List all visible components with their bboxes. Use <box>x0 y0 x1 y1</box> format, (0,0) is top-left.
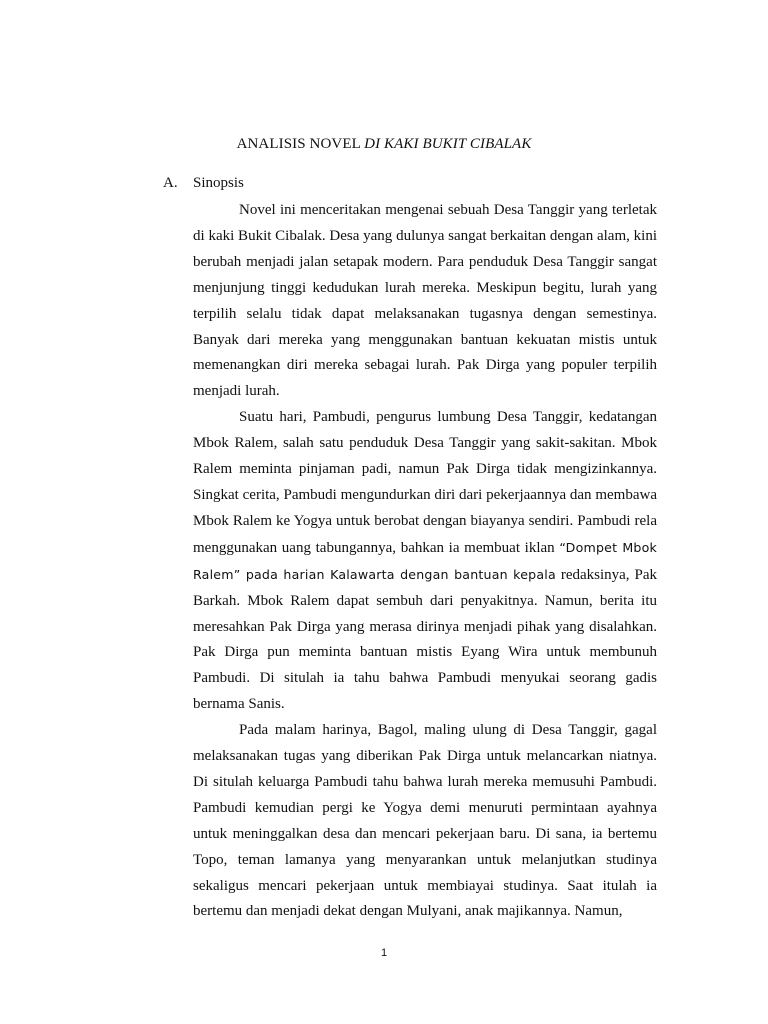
section-title: Sinopsis <box>193 175 244 191</box>
paragraph-2-text-end: redaksinya, Pak Barkah. Mbok Ralem dapat sembuh dari penyakitnya. Namun, berita itu meresahkan Pak Dirga yang merasa dirinya menjadi pihak yang disalahkan. Pak Dirga pun meminta bantuan mistis Eyang Wira untuk membunuh Pambudi. Di situlah ia tahu bahwa Pambudi menyukai seorang gadis bernama Sanis. <box>193 566 657 713</box>
page-number: 1 <box>380 947 388 959</box>
section-letter: A. <box>163 175 178 191</box>
title-prefix: ANALISIS NOVEL <box>236 136 365 152</box>
body-text <box>193 198 657 925</box>
section-heading <box>163 175 244 192</box>
paragraph-2-text-start: Suatu hari, Pambudi, pengurus lumbung Desa Tanggir, kedatangan Mbok Ralem, salah satu penduduk Desa Tanggir yang sakit-sakitan. Mbok Ralem meminta pinjaman padi, namun Pak Dirga tidak mengizinkannya. Singkat cerita, Pambudi mengundurkan diri dari pekerjaannya dan membawa Mbok Ralem ke Yogya untuk berobat dengan biayanya sendiri. Pambudi rela menggunakan uang tabungannya, bahkan ia membuat iklan <box>193 409 657 556</box>
paragraph-3: Pada malam harinya, Bagol, maling ulung di Desa Tanggir, gagal melaksanakan tugas yang diberikan Pak Dirga untuk melancarkan niatnya. Di situlah keluarga Pambudi tahu bahwa lurah mereka memusuhi Pambudi. Pambudi kemudian pergi ke Yogya demi menuruti permintaan ayahnya untuk meninggalkan desa dan mencari pekerjaan baru. Di sana, ia bertemu Topo, teman lamanya yang menyarankan untuk melanjutkan studinya sekaligus mencari pekerjaan untuk membiayai studinya. Saat itulah ia bertemu dan menjadi dekat dengan Mulyani, anak majikannya. Namun, <box>193 722 657 920</box>
paragraph-1: Novel ini menceritakan mengenai sebuah Desa Tanggir yang terletak di kaki Bukit Cibalak. Desa yang dulunya sangat berkaitan dengan alam, kini berubah menjadi jalan setapak modern. Para penduduk Desa Tanggir sangat menjunjung tinggi kedudukan lurah mereka. Meskipun begitu, lurah yang terpilih selalu tidak dapat melaksanakan tugasnya dengan semestinya. Banyak dari mereka yang menggunakan bantuan kekuatan mistis untuk memenangkan diri mereka sebagai lurah. Pak Dirga yang populer terpilih menjadi lurah. <box>193 202 657 400</box>
paragraph-2 <box>193 405 657 718</box>
paragraph-2-quote: “Dompet Mbok Ralem” pada harian Kalawarta dengan bantuan kepala <box>193 539 658 582</box>
document-title <box>0 136 768 153</box>
title-novel-name: DI KAKI BUKIT CIBALAK <box>364 136 532 152</box>
